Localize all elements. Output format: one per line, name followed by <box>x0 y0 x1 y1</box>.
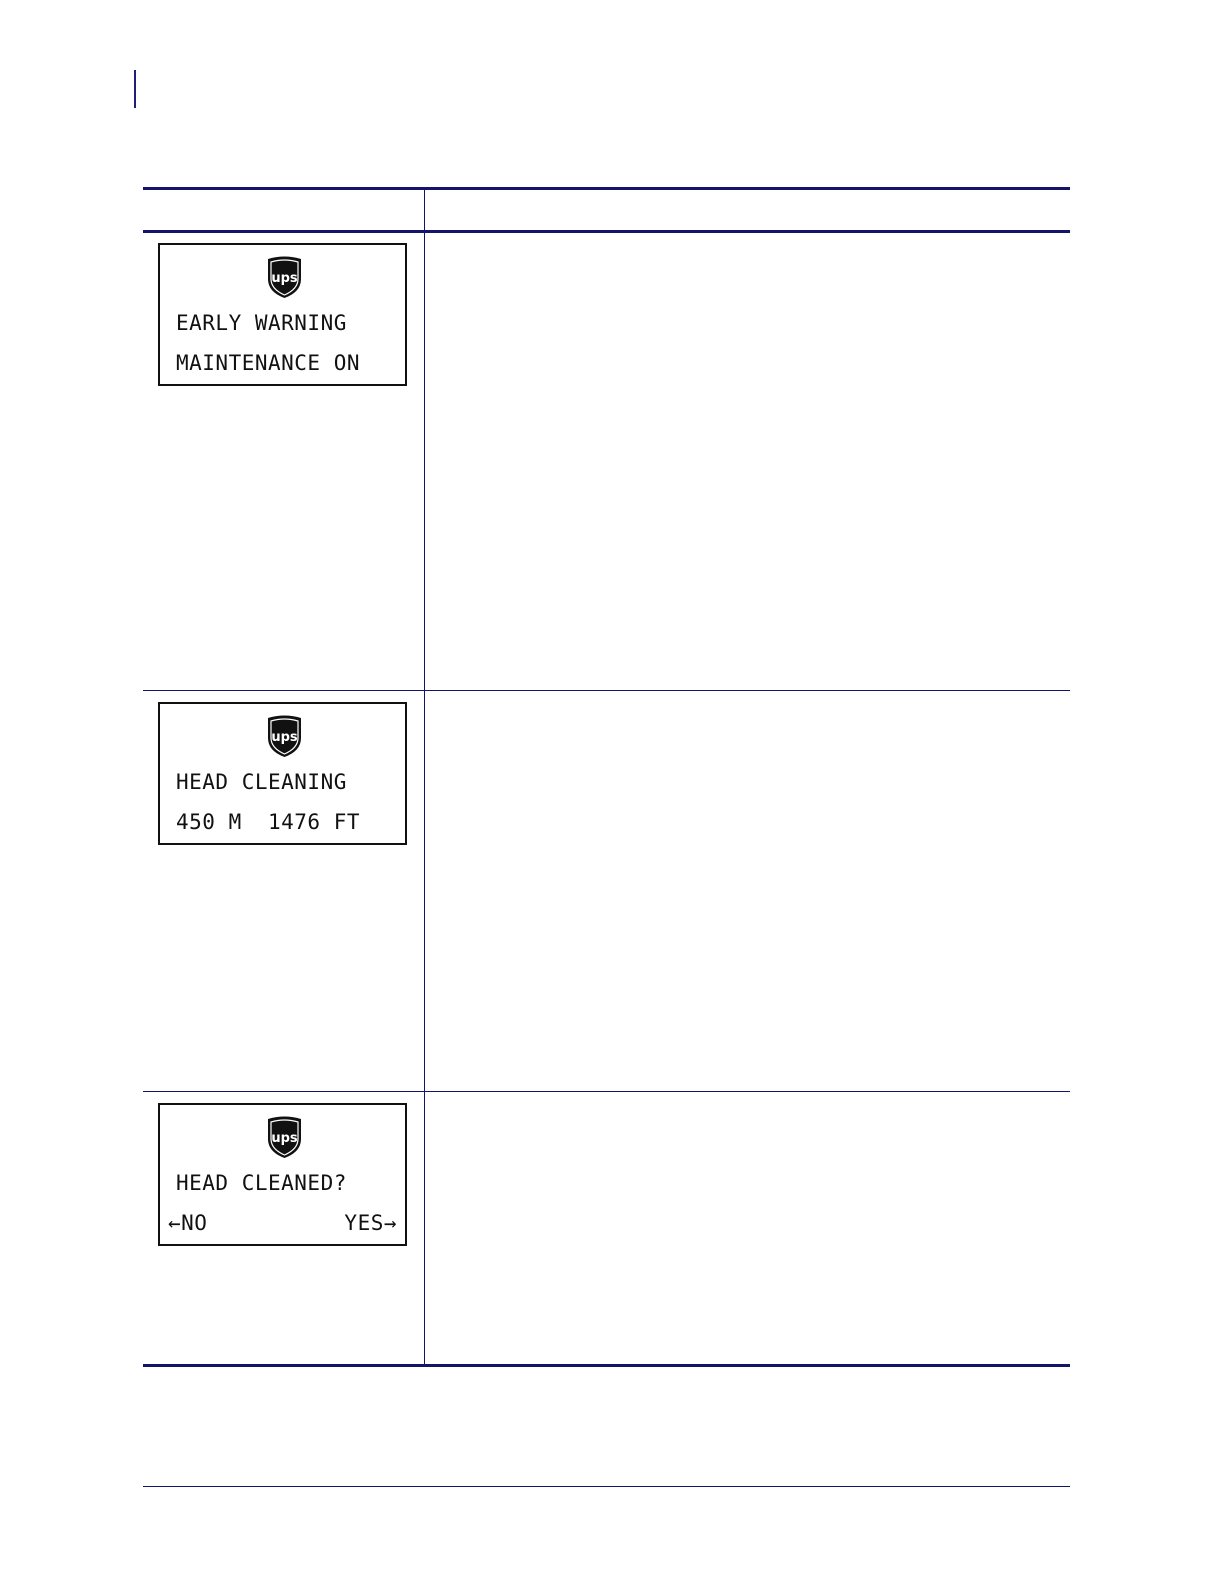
lcd-display-head-cleaning <box>158 702 407 845</box>
svg-text:ups: ups <box>271 1131 298 1146</box>
ups-shield-icon <box>266 255 303 299</box>
lcd-option-yes: YES→ <box>344 1211 397 1235</box>
svg-text:ups: ups <box>271 271 298 286</box>
lcd-display-head-cleaned-prompt <box>158 1103 407 1246</box>
lcd-line-1: HEAD CLEANED? <box>176 1171 347 1195</box>
ups-shield-icon <box>266 714 303 758</box>
ups-shield-icon <box>266 1115 303 1159</box>
table-row-divider <box>143 1091 1070 1092</box>
lcd-display-early-warning <box>158 243 407 386</box>
lcd-line-1: EARLY WARNING <box>176 311 347 335</box>
lcd-line-2: MAINTENANCE ON <box>176 351 361 375</box>
table-column-divider <box>424 189 425 1366</box>
table-bottom-rule <box>143 1364 1070 1367</box>
table-row-divider <box>143 690 1070 691</box>
lcd-option-no: ←NO <box>168 1211 208 1235</box>
revision-change-bar <box>134 70 136 108</box>
svg-text:ups: ups <box>271 730 298 745</box>
lcd-line-1: HEAD CLEANING <box>176 770 347 794</box>
lcd-line-2: 450 M 1476 FT <box>176 810 361 834</box>
table-top-rule <box>143 187 1070 190</box>
table-header-rule <box>143 230 1070 233</box>
footer-rule <box>143 1486 1070 1487</box>
